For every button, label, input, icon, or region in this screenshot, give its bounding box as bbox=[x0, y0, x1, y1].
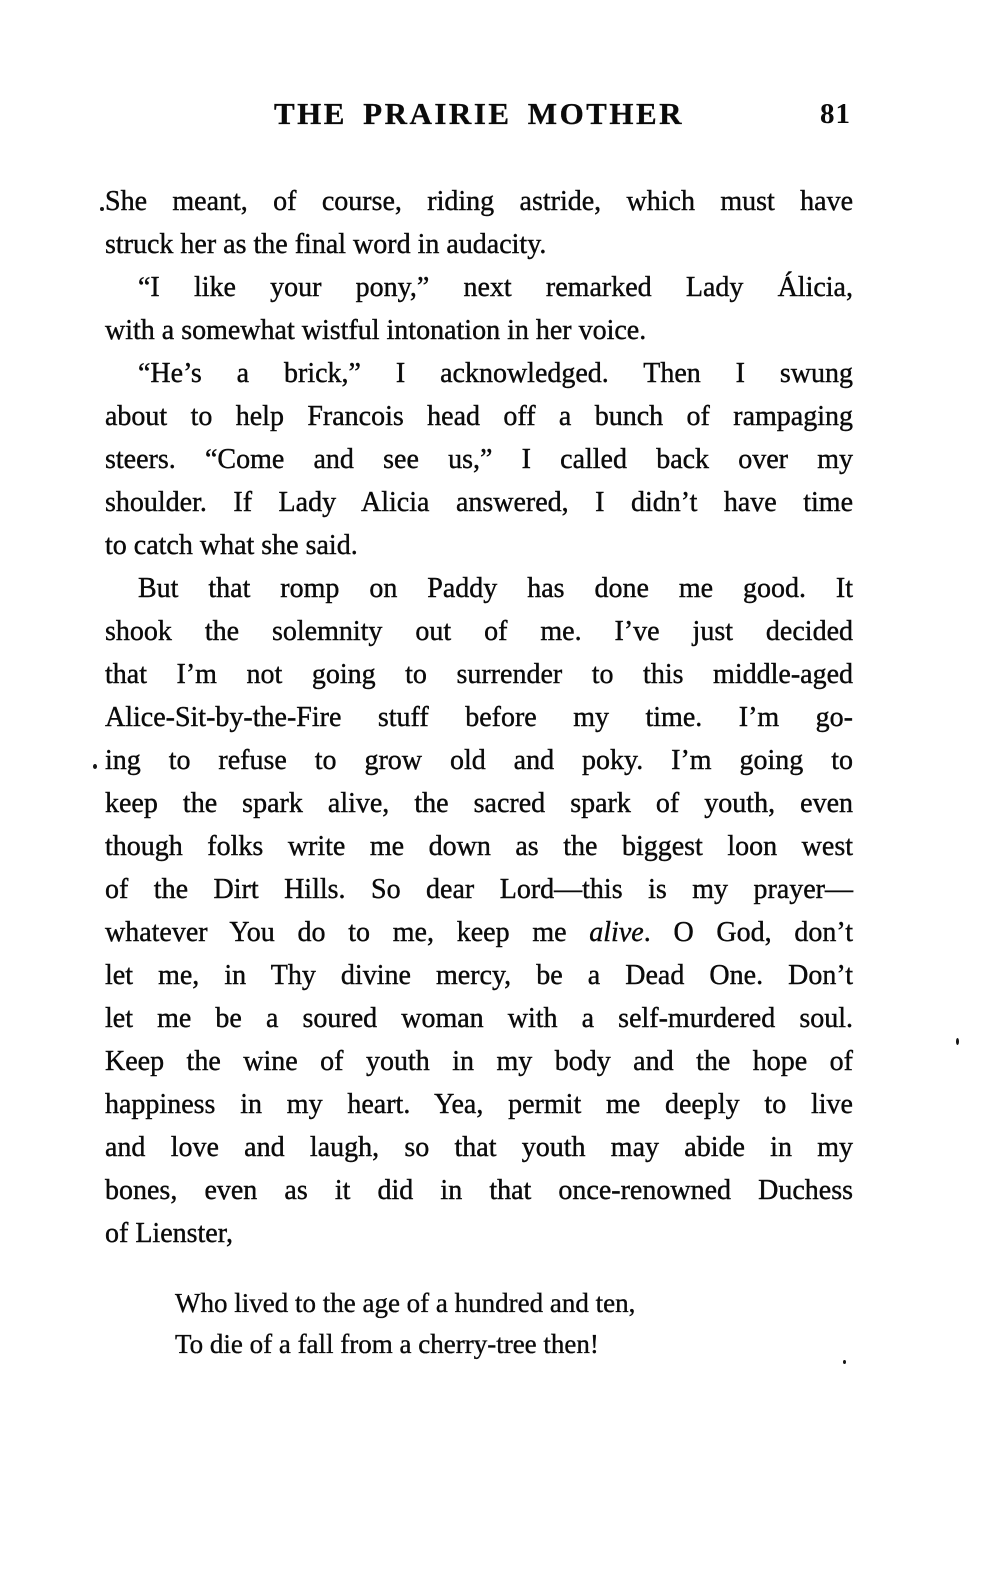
text-line bbox=[105, 180, 853, 223]
page-number: 81 bbox=[820, 98, 851, 130]
text-line bbox=[105, 954, 853, 997]
line-text: steers. “Come and see us,” I called back over my bbox=[105, 444, 853, 475]
text-line bbox=[105, 567, 853, 610]
line-text: shook the solemnity out of me. I’ve just decided bbox=[105, 616, 853, 647]
text-line bbox=[105, 1212, 853, 1255]
text-line bbox=[105, 696, 853, 739]
line-text: happiness in my heart. Yea, permit me deeply to live bbox=[105, 1089, 853, 1120]
line-text: and love and laugh, so that youth may abide in my bbox=[105, 1132, 853, 1163]
line-text: She meant, of course, riding astride, which must have bbox=[105, 186, 853, 217]
line-text: let me be a soured woman with a self-murdered soul. bbox=[105, 1003, 853, 1034]
verse bbox=[105, 1283, 853, 1365]
line-text: about to help Francois head off a bunch of rampaging bbox=[105, 401, 853, 432]
line-text: struck her as the final word in audacity. bbox=[105, 229, 547, 260]
italic-word: alive bbox=[589, 917, 644, 948]
line-text: ing to refuse to grow old and poky. I’m going to bbox=[105, 745, 853, 776]
line-text: “He’s a brick,” I acknowledged. Then I swung bbox=[138, 358, 853, 389]
text-line bbox=[105, 1169, 853, 1212]
text-line bbox=[105, 481, 853, 524]
line-text: Alice-Sit-by-the-Fire stuff before my time. I’m go- bbox=[105, 702, 853, 733]
line-text: bones, even as it did in that once-renowned Duchess bbox=[105, 1175, 853, 1206]
scan-speck bbox=[956, 1038, 959, 1045]
line-text: let me, in Thy divine mercy, be a Dead One. Don’t bbox=[105, 960, 853, 991]
line-text: though folks write me down as the biggest loon west bbox=[105, 831, 853, 862]
text-line bbox=[105, 309, 853, 352]
line-text: But that romp on Paddy has done me good. It bbox=[138, 573, 853, 604]
line-text: whatever You do to me, keep me bbox=[105, 917, 590, 948]
line-text: with a somewhat wistful intonation in her voice. bbox=[105, 315, 647, 346]
scan-speck bbox=[100, 207, 104, 211]
text-line bbox=[105, 825, 853, 868]
text-line bbox=[105, 653, 853, 696]
text-line bbox=[105, 223, 853, 266]
text-line bbox=[105, 266, 853, 309]
text-column bbox=[105, 0, 853, 1365]
text-line bbox=[105, 524, 853, 567]
text-line bbox=[105, 782, 853, 825]
line-text: . O God, don’t bbox=[643, 917, 853, 948]
verse-line: To die of a fall from a cherry-tree then! bbox=[175, 1329, 599, 1359]
scan-speck bbox=[843, 1360, 846, 1364]
verse-line: Who lived to the age of a hundred and ten, bbox=[175, 1288, 636, 1318]
page-header bbox=[105, 96, 853, 132]
body-text bbox=[105, 180, 853, 1255]
line-text: that I’m not going to surrender to this middle-aged bbox=[105, 659, 853, 690]
text-line bbox=[105, 1126, 853, 1169]
text-line bbox=[105, 395, 853, 438]
line-text: of Lienster, bbox=[105, 1218, 233, 1249]
line-text: Keep the wine of youth in my body and the hope of bbox=[105, 1046, 853, 1077]
text-line bbox=[105, 1040, 853, 1083]
text-line bbox=[105, 739, 853, 782]
text-line bbox=[105, 610, 853, 653]
line-text: keep the spark alive, the sacred spark of youth, even bbox=[105, 788, 853, 819]
line-text: “I like your pony,” next remarked Lady Álicia, bbox=[138, 272, 853, 303]
text-line bbox=[105, 997, 853, 1040]
text-line bbox=[105, 911, 853, 954]
line-text: of the Dirt Hills. So dear Lord—this is my prayer— bbox=[105, 874, 853, 905]
line-text: shoulder. If Lady Alicia answered, I didn’t have time bbox=[105, 487, 853, 518]
text-line bbox=[105, 868, 853, 911]
running-title: THE PRAIRIE MOTHER bbox=[273, 96, 685, 131]
text-line bbox=[105, 1083, 853, 1126]
text-line bbox=[105, 352, 853, 395]
scan-speck bbox=[93, 764, 97, 769]
text-line bbox=[105, 438, 853, 481]
line-text: to catch what she said. bbox=[105, 530, 358, 561]
